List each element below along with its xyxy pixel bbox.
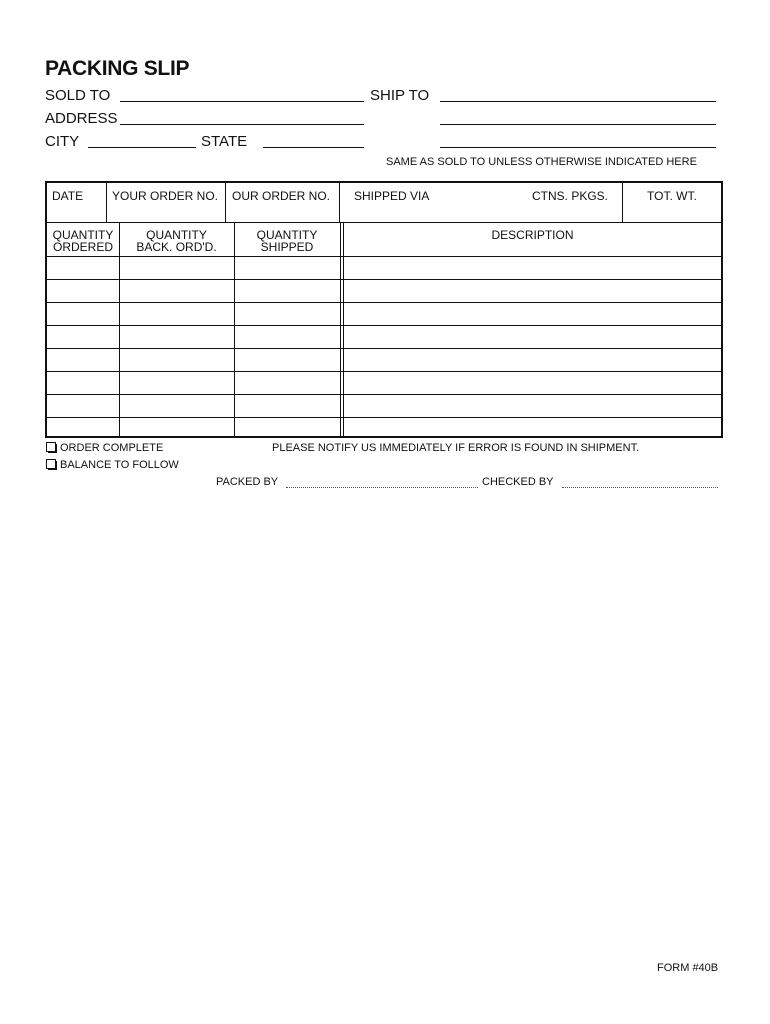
row-line: [47, 325, 721, 326]
form-number: FORM #40B: [657, 962, 719, 974]
row-line: [47, 417, 721, 418]
header-tot-wt: TOT. WT.: [647, 189, 697, 203]
row-line: [47, 302, 721, 303]
divider: [47, 222, 721, 223]
header-your-order: YOUR ORDER NO.: [112, 189, 219, 203]
ship-to-line-1[interactable]: [440, 101, 716, 102]
order-complete-option[interactable]: [46, 442, 163, 454]
checked-by-line[interactable]: [562, 487, 718, 488]
row-line: [47, 371, 721, 372]
header-ctns-pkgs: CTNS. PKGS.: [532, 189, 609, 203]
row-line: [47, 348, 721, 349]
divider: [622, 183, 623, 223]
header-our-order: OUR ORDER NO.: [232, 189, 331, 203]
divider: [339, 183, 340, 223]
city-label: CITY: [45, 133, 80, 150]
row-line: [47, 256, 721, 257]
divider: [106, 183, 107, 223]
ship-to-label: SHIP TO: [370, 87, 430, 104]
header-qty-ordered: [47, 229, 119, 253]
row-line: [47, 279, 721, 280]
form-title: PACKING SLIP: [45, 57, 190, 80]
address-label: ADDRESS: [45, 110, 118, 127]
balance-to-follow-option[interactable]: [46, 459, 179, 471]
checked-by-label: CHECKED BY: [482, 476, 554, 488]
header-text: QUANTITY: [52, 228, 114, 242]
header-date: DATE: [52, 189, 84, 203]
balance-to-follow-label: BALANCE TO FOLLOW: [60, 459, 179, 471]
checkbox-icon[interactable]: [46, 442, 56, 452]
city-line[interactable]: [88, 147, 196, 148]
header-text: SHIPPED: [260, 240, 314, 254]
order-table: [45, 181, 723, 438]
state-label: STATE: [201, 133, 248, 150]
sold-to-label: SOLD TO: [45, 87, 111, 104]
header-text: QUANTITY: [146, 228, 207, 242]
address-line[interactable]: [120, 124, 364, 125]
divider: [225, 183, 226, 223]
notify-note: PLEASE NOTIFY US IMMEDIATELY IF ERROR IS FOUND IN SHIPMENT.: [272, 442, 640, 454]
packed-by-label: PACKED BY: [216, 476, 279, 488]
header-text: QUANTITY: [256, 228, 318, 242]
row-line: [47, 394, 721, 395]
order-complete-label: ORDER COMPLETE: [60, 442, 164, 454]
header-text: ORDERED: [52, 240, 113, 254]
state-line[interactable]: [263, 147, 364, 148]
checkbox-icon[interactable]: [46, 459, 56, 469]
header-text: BACK. ORD'D.: [136, 240, 217, 254]
header-description: DESCRIPTION: [491, 228, 574, 242]
header-qty-shipped: [234, 229, 340, 253]
ship-to-line-2[interactable]: [440, 124, 716, 125]
header-shipped-via: SHIPPED VIA: [354, 189, 430, 203]
header-qty-back-ordered: [119, 229, 234, 253]
same-as-note: SAME AS SOLD TO UNLESS OTHERWISE INDICATED HERE: [386, 156, 697, 168]
sold-to-line[interactable]: [120, 101, 364, 102]
ship-to-line-3[interactable]: [440, 147, 716, 148]
packed-by-line[interactable]: [286, 487, 478, 488]
